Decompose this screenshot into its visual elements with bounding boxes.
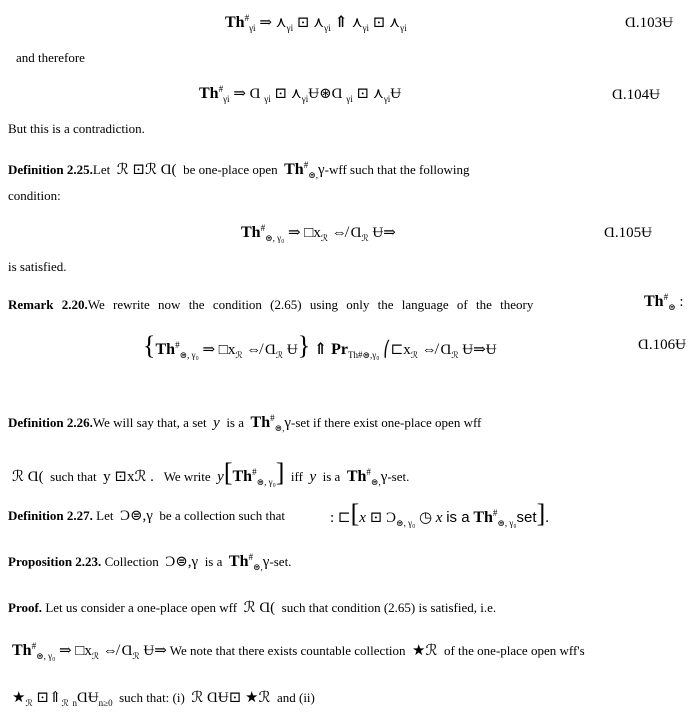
equation-106: {$Th^{\#}_{⊜, \gamma_0}$ ⇒ $□x_ℛ$ ⇎ Ɑ$_ℛ$ Ʉ} ⇑ $Pr_{Th\#⊜,\gamma_0}$ $⎛⊏x_ℛ$ ⇎ Ɑ$_ℛ$ Ʉ⇒Ʉ xyxy=(143,331,497,360)
text-contradiction: But this is a contradiction. xyxy=(8,121,145,136)
definition-2-27: Definition 2.27. Let Ɔ⊜,γ be a collection such that xyxy=(8,508,286,524)
proof: Proof. Let us consider a one-place open wff ℛ Ɑ( such that condition (2.65) is satisfied, i.e. xyxy=(8,600,497,616)
equation-number-103: Ɑ.103Ʉ xyxy=(625,15,673,31)
equation-number-104: Ɑ.104Ʉ xyxy=(612,87,660,103)
definition-label: Definition 2.25. xyxy=(8,162,93,177)
definition-2-26-cont: ℛ Ɑ( such that y ⊡xℛ . We write $y[Th^{\#}_{⊜, \gamma_0}]$ iff y is a $Th^{\#}_{⊜,}\gamma$-set. xyxy=(12,458,410,487)
definition-2-27-formula: : ⊏[x ⊡ $Ɔ_{⊜, \gamma_0}$ ◷ x is a $Th^{\#}_{⊜, \gamma_0}set$]. xyxy=(330,499,549,528)
definition-2-25: Definition 2.25.Let ℛ ⊡ℛ Ɑ( be one-place open $Th^{\#}_{⊜,}\gamma$-wff such that the following xyxy=(8,160,470,180)
equation-105: $Th^{\#}_{⊜, \gamma_0}$ ⇒ $□x_ℛ$ ⇎ Ɑ$_ℛ$ Ʉ⇒ xyxy=(241,223,396,243)
proposition-2-23: Proposition 2.23. Collection Ɔ⊜,γ is a $Th^{\#}_{⊜,}\gamma$-set. xyxy=(8,552,292,572)
equation-number-106: Ɑ.106Ʉ xyxy=(638,337,686,353)
equation-103: $Th^{\#}_{\gamma i}$ ⇒ $⋏_{\gamma i}$ ⊡ $⋏_{\gamma i}$ ⇑ $⋏_{\gamma i}$ ⊡ $⋏_{\gamma i}$ xyxy=(225,13,407,33)
proof-line-2: $Th^{\#}_{⊜, \gamma_0}$ ⇒ $□x_ℛ$ ⇎ Ɑ$_ℛ$ Ʉ⇒ We note that there exists countable collection ★ℛ of the one-place open wff's xyxy=(12,641,585,661)
text-and-therefore: and therefore xyxy=(16,50,85,65)
proposition-label: Proposition 2.23. xyxy=(8,554,102,569)
definition-label: Definition 2.26. xyxy=(8,415,93,430)
equation-number-105: Ɑ.105Ʉ xyxy=(604,225,652,241)
definition-2-26: Definition 2.26.We will say that, a set y is a $Th^{\#}_{⊜,}\gamma$-set if there exist one-place open wff xyxy=(8,413,482,433)
text-satisfied: is satisfied. xyxy=(8,259,67,274)
definition-2-25-cont: condition: xyxy=(8,188,61,203)
proof-line-3: $★_ℛ$ $⊡⇑_ℛ$ $_n$ⱭɄ$_{n\ge 0}$ such that: (i) ℛ ⱭɄ⊡ ★ℛ and (ii) xyxy=(12,690,315,708)
remark-label: Remark 2.20. xyxy=(8,297,88,312)
proof-label: Proof. xyxy=(8,600,43,615)
remark-2-20: Remark 2.20.We rewrite now the condition (2.65) using only the language of the theory xyxy=(8,297,534,312)
remark-theory-symbol: $Th^{\#}_⊜$ : xyxy=(644,292,684,312)
definition-label: Definition 2.27. xyxy=(8,508,93,523)
equation-104: $Th^{\#}_{\gamma i}$ ⇒ Ɑ $_{\gamma i}$ ⊡ $⋏_{\gamma i}Ʉ⊛Ɑ$ $_{\gamma i}$ ⊡ $⋏_{\gamma i}Ʉ$ xyxy=(199,84,402,104)
